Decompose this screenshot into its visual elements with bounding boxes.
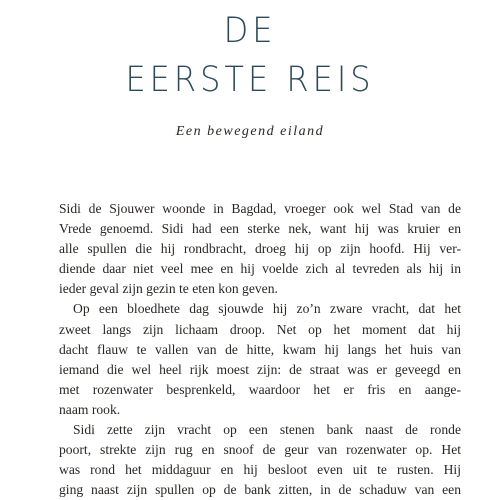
text-line: alle spullen die hij rondbracht, droeg hij op zijn hoofd. Hij ver- — [59, 241, 461, 257]
chapter-title-line-2: EERSTE REIS — [125, 58, 375, 100]
chapter-subtitle: Een bewegend eiland — [175, 124, 325, 139]
chapter-title-line-1: DE — [223, 9, 277, 51]
text-line: Vrede genoemd. Sidi had een sterke nek, want hij was kruier en — [59, 221, 461, 237]
text-line: Sidi de Sjouwer woonde in Bagdad, vroeger ook wel Stad van de — [59, 201, 461, 216]
text-line: Op een bloedhete dag sjouwde hij zo’n zware vracht, dat het — [73, 301, 461, 317]
text-line: zweet langs zijn lichaam droop. Net op het moment dat hij — [59, 321, 461, 337]
text-line: ging naast zijn spullen op de bank zitten, in de schaduw van een — [59, 482, 461, 498]
text-line: dacht flauw te vallen van de hitte, kwam hij langs het huis van — [59, 341, 461, 357]
text-line: was rond het middaguur en hij besloot even uit te rusten. Hij — [59, 462, 461, 478]
body-text — [59, 199, 461, 500]
text-line: diende daar niet veel mee en hij voelde zich al tevreden als hij in — [59, 261, 461, 277]
text-line: Sidi zette zijn vracht op een stenen bank naast de ronde — [73, 422, 461, 438]
text-line: iemand die wel heel rijk moest zijn: de straat was er geveegd en — [59, 361, 461, 377]
text-line: naam rook. — [59, 401, 121, 417]
text-line: poort, strekte zijn rug en snoof de geur van rozenwater op. Het — [59, 442, 461, 458]
text-line: met rozenwater besprenkeld, waardoor het er fris en aange- — [59, 381, 461, 397]
text-line: ieder geval zijn gezin te eten kon geven. — [59, 281, 278, 297]
